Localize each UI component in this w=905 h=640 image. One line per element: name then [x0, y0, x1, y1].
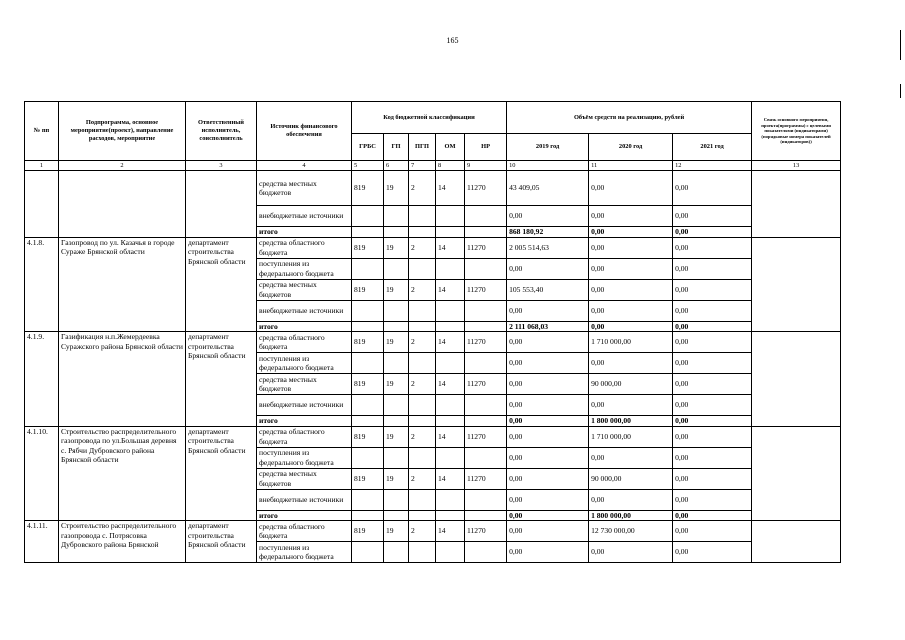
- y2020-cell: 0,00: [589, 258, 673, 279]
- column-number: 10: [507, 161, 589, 171]
- y2020-cell: 0,00: [589, 300, 673, 321]
- grbs-cell: 819: [352, 237, 384, 258]
- header-om: ОМ: [436, 134, 465, 161]
- column-number-row: [25, 161, 841, 171]
- source-cell: средства областного бюджета: [257, 521, 352, 542]
- nr-cell: 11270: [465, 171, 507, 206]
- y2021-cell: 0,00: [673, 510, 752, 521]
- y2021-cell: 0,00: [673, 489, 752, 510]
- gp-cell: 19: [384, 171, 409, 206]
- source-cell: внебюджетные источники: [257, 206, 352, 227]
- table-row: [25, 237, 841, 258]
- header-nr: НР: [465, 134, 507, 161]
- y2021-cell: 0,00: [673, 374, 752, 395]
- y2019-cell: 0,00: [507, 521, 589, 542]
- y2021-cell: 0,00: [673, 416, 752, 427]
- source-cell: средства местных бюджетов: [257, 171, 352, 206]
- om-cell: 14: [436, 279, 465, 300]
- y2020-cell: 90 000,00: [589, 468, 673, 489]
- gp-cell: 19: [384, 374, 409, 395]
- item-responsible: департамент строительства Брянской области: [186, 332, 257, 427]
- pgp-cell: 2: [409, 521, 436, 542]
- y2021-cell: 0,00: [673, 542, 752, 563]
- y2020-cell: 90 000,00: [589, 374, 673, 395]
- y2020-cell: 0,00: [589, 542, 673, 563]
- item-responsible: департамент строительства Брянской области: [186, 237, 257, 332]
- gp-cell: 19: [384, 279, 409, 300]
- item-name: Строительство распределительного газопровода по ул.Большая деревня с. Рябчи Дубровского района Брянской области: [59, 426, 186, 521]
- om-cell: 14: [436, 468, 465, 489]
- header-gp: ГП: [384, 134, 409, 161]
- source-cell: внебюджетные источники: [257, 489, 352, 510]
- y2021-cell: 0,00: [673, 332, 752, 353]
- y2019-cell: 0,00: [507, 206, 589, 227]
- source-cell: средства местных бюджетов: [257, 279, 352, 300]
- header-responsible: Ответственный исполнитель, соисполнитель: [186, 102, 257, 161]
- y2019-cell: 0,00: [507, 374, 589, 395]
- column-number: 12: [673, 161, 752, 171]
- om-cell: 14: [436, 237, 465, 258]
- pgp-cell: 2: [409, 171, 436, 206]
- total-label: итого: [257, 227, 352, 238]
- source-cell: средства областного бюджета: [257, 426, 352, 447]
- source-cell: поступления из федерального бюджета: [257, 542, 352, 563]
- y2021-cell: 0,00: [673, 206, 752, 227]
- column-number: 2: [59, 161, 186, 171]
- item-name: Газификация н.п.Жемердеевка Суражского района Брянской области: [59, 332, 186, 427]
- pgp-cell: 2: [409, 332, 436, 353]
- item-number: 4.1.8.: [25, 237, 59, 332]
- table-row: [25, 521, 841, 542]
- column-number: 9: [465, 161, 507, 171]
- item-number: 4.1.10.: [25, 426, 59, 521]
- y2021-cell: 0,00: [673, 227, 752, 238]
- y2019-cell: 2 005 514,63: [507, 237, 589, 258]
- y2019-cell: 0,00: [507, 300, 589, 321]
- source-cell: средства местных бюджетов: [257, 374, 352, 395]
- y2021-cell: 0,00: [673, 279, 752, 300]
- pgp-cell: 2: [409, 426, 436, 447]
- y2019-cell: 0,00: [507, 510, 589, 521]
- header-row: [25, 102, 841, 134]
- column-number: 7: [409, 161, 436, 171]
- y2019-cell: 0,00: [507, 468, 589, 489]
- y2020-cell: 0,00: [589, 237, 673, 258]
- column-number: 13: [752, 161, 841, 171]
- om-cell: 14: [436, 374, 465, 395]
- item-number: 4.1.9.: [25, 332, 59, 427]
- header-num: № пп: [25, 102, 59, 161]
- y2019-cell: 0,00: [507, 332, 589, 353]
- y2020-cell: 0,00: [589, 227, 673, 238]
- item-name: Газопровод по ул. Казачья в городе Сураже Брянской области: [59, 237, 186, 332]
- pgp-cell: 2: [409, 374, 436, 395]
- nr-cell: 11270: [465, 374, 507, 395]
- y2020-cell: 0,00: [589, 447, 673, 468]
- grbs-cell: 819: [352, 171, 384, 206]
- y2020-cell: 0,00: [589, 321, 673, 332]
- y2019-cell: 43 409,05: [507, 171, 589, 206]
- grbs-cell: 819: [352, 521, 384, 542]
- item-responsible: департамент строительства Брянской области: [186, 426, 257, 521]
- header-2021: 2021 год: [673, 134, 752, 161]
- gp-cell: 19: [384, 332, 409, 353]
- total-label: итого: [257, 416, 352, 427]
- header-budget-code: Код бюджетной классификации: [352, 102, 507, 134]
- table-row: [25, 426, 841, 447]
- source-cell: средства областного бюджета: [257, 332, 352, 353]
- header-link: Связь основного мероприятия, проекта(программы) с целевыми показателями (индикаторами) (порядковые номера показателей (индикаторов)): [752, 102, 841, 161]
- source-cell: поступления из федерального бюджета: [257, 447, 352, 468]
- nr-cell: 11270: [465, 279, 507, 300]
- grbs-cell: 819: [352, 279, 384, 300]
- source-cell: внебюджетные источники: [257, 395, 352, 416]
- column-number: 4: [257, 161, 352, 171]
- source-cell: поступления из федерального бюджета: [257, 258, 352, 279]
- gp-cell: 19: [384, 237, 409, 258]
- header-2020: 2020 год: [589, 134, 673, 161]
- y2019-cell: 2 111 068,03: [507, 321, 589, 332]
- y2020-cell: 0,00: [589, 171, 673, 206]
- item-responsible: департамент строительства Брянской области: [186, 521, 257, 563]
- y2019-cell: 0,00: [507, 395, 589, 416]
- source-cell: внебюджетные источники: [257, 300, 352, 321]
- y2020-cell: 0,00: [589, 206, 673, 227]
- y2021-cell: 0,00: [673, 171, 752, 206]
- y2020-cell: 1 800 000,00: [589, 416, 673, 427]
- column-number: 1: [25, 161, 59, 171]
- y2021-cell: 0,00: [673, 321, 752, 332]
- y2019-cell: 0,00: [507, 258, 589, 279]
- total-label: итого: [257, 321, 352, 332]
- column-number: 11: [589, 161, 673, 171]
- header-pgp: ПГП: [409, 134, 436, 161]
- y2019-cell: 0,00: [507, 426, 589, 447]
- y2021-cell: 0,00: [673, 447, 752, 468]
- header-program: Подпрограмма, основное мероприятие(проект), направление расходов, мероприятие: [59, 102, 186, 161]
- grbs-cell: 819: [352, 374, 384, 395]
- grbs-cell: 819: [352, 468, 384, 489]
- nr-cell: 11270: [465, 332, 507, 353]
- y2020-cell: 1 710 000,00: [589, 332, 673, 353]
- grbs-cell: 819: [352, 426, 384, 447]
- nr-cell: 11270: [465, 237, 507, 258]
- pgp-cell: 2: [409, 279, 436, 300]
- y2020-cell: 1 710 000,00: [589, 426, 673, 447]
- header-2019: 2019 год: [507, 134, 589, 161]
- y2019-cell: 0,00: [507, 416, 589, 427]
- pgp-cell: 2: [409, 468, 436, 489]
- nr-cell: 11270: [465, 521, 507, 542]
- y2020-cell: 12 730 000,00: [589, 521, 673, 542]
- budget-table: [24, 101, 841, 563]
- y2021-cell: 0,00: [673, 468, 752, 489]
- nr-cell: 11270: [465, 426, 507, 447]
- y2021-cell: 0,00: [673, 353, 752, 374]
- header-grbs: ГРБС: [352, 134, 384, 161]
- nr-cell: 11270: [465, 468, 507, 489]
- item-number: 4.1.11.: [25, 521, 59, 563]
- om-cell: 14: [436, 332, 465, 353]
- om-cell: 14: [436, 426, 465, 447]
- y2019-cell: 0,00: [507, 353, 589, 374]
- grbs-cell: 819: [352, 332, 384, 353]
- y2020-cell: 0,00: [589, 489, 673, 510]
- header-source: Источник финансового обеспечения: [257, 102, 352, 161]
- page-number: 165: [446, 36, 459, 45]
- source-cell: поступления из федерального бюджета: [257, 353, 352, 374]
- header-volume: Объём средств на реализацию, рублей: [507, 102, 752, 134]
- y2020-cell: 0,00: [589, 353, 673, 374]
- y2021-cell: 0,00: [673, 426, 752, 447]
- y2020-cell: 0,00: [589, 395, 673, 416]
- source-cell: средства местных бюджетов: [257, 468, 352, 489]
- y2021-cell: 0,00: [673, 258, 752, 279]
- om-cell: 14: [436, 521, 465, 542]
- y2020-cell: 1 800 000,00: [589, 510, 673, 521]
- source-cell: средства областного бюджета: [257, 237, 352, 258]
- table-row: [25, 332, 841, 353]
- gp-cell: 19: [384, 521, 409, 542]
- y2019-cell: 105 553,40: [507, 279, 589, 300]
- margin-mark: [900, 84, 901, 98]
- table-row: [25, 171, 841, 206]
- y2019-cell: 0,00: [507, 489, 589, 510]
- gp-cell: 19: [384, 468, 409, 489]
- pgp-cell: 2: [409, 237, 436, 258]
- total-label: итого: [257, 510, 352, 521]
- gp-cell: 19: [384, 426, 409, 447]
- y2019-cell: 0,00: [507, 542, 589, 563]
- y2019-cell: 868 180,92: [507, 227, 589, 238]
- column-number: 6: [384, 161, 409, 171]
- y2021-cell: 0,00: [673, 237, 752, 258]
- margin-mark: [900, 30, 901, 60]
- column-number: 5: [352, 161, 384, 171]
- item-name: Строительство распределительного газопровода с. Потрясовка Дубровского района Брянской: [59, 521, 186, 563]
- y2021-cell: 0,00: [673, 300, 752, 321]
- om-cell: 14: [436, 171, 465, 206]
- y2019-cell: 0,00: [507, 447, 589, 468]
- column-number: 8: [436, 161, 465, 171]
- y2020-cell: 0,00: [589, 279, 673, 300]
- y2021-cell: 0,00: [673, 395, 752, 416]
- y2021-cell: 0,00: [673, 521, 752, 542]
- column-number: 3: [186, 161, 257, 171]
